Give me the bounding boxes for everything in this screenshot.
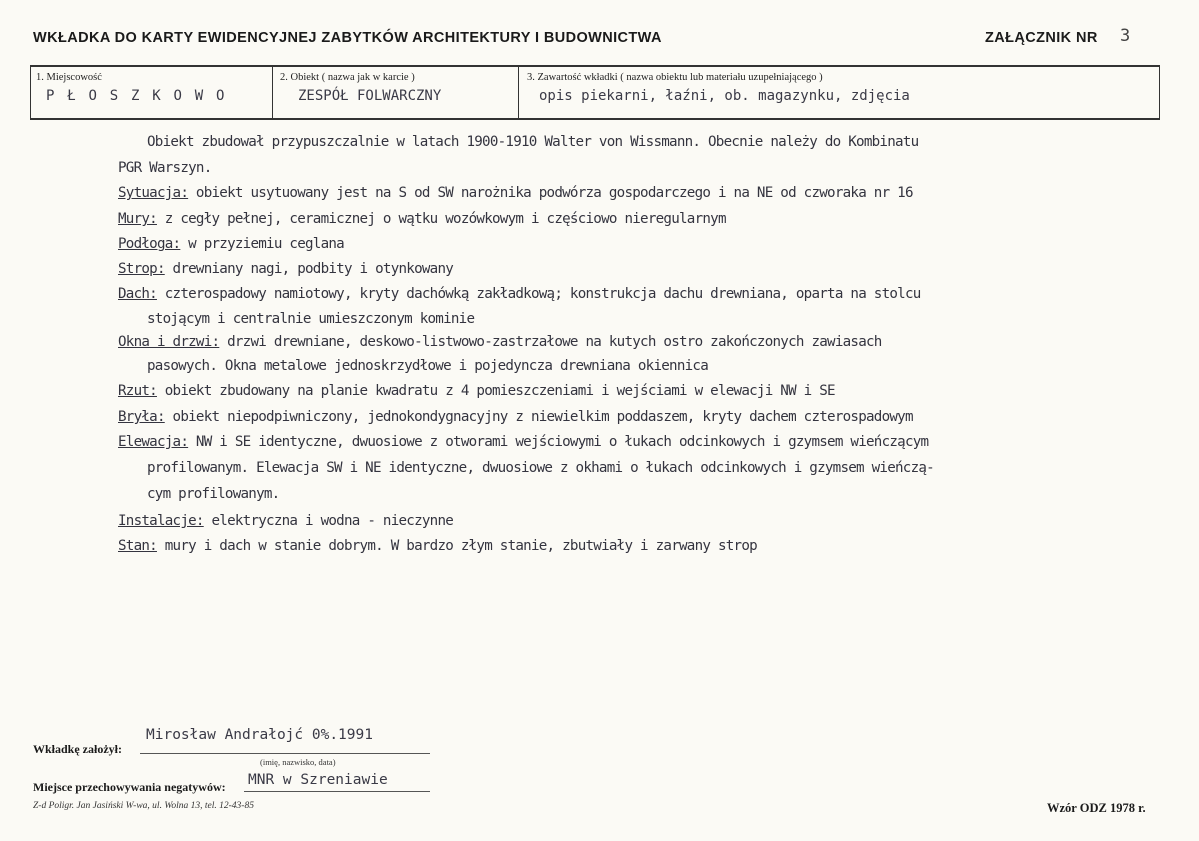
section-text: obiekt niepodpiwniczony, jednokondygnacyjny z niewielkim poddaszem, kryty dachem czterospadowym: [164, 409, 913, 425]
negatives-line: [244, 791, 430, 792]
section-roof-continued: stojącym i centralnie umieszczonym kominie: [147, 311, 475, 327]
section-heading: Stan:: [118, 538, 157, 554]
section-text: elektryczna i wodna - nieczynne: [203, 513, 454, 529]
card-title: WKŁADKA DO KARTY EWIDENCYJNEJ ZABYTKÓW ARCHITEKTURY I BUDOWNICTWA: [33, 30, 662, 46]
intro-line-2: PGR Warszyn.: [118, 160, 212, 176]
section-heading: Elewacja:: [118, 434, 189, 450]
printer-imprint: Z-d Poligr. Jan Jasiński W-wa, ul. Wolna 13, tel. 12-43-85: [33, 801, 254, 811]
header-bottom-rule: [30, 118, 1160, 120]
grid-left-border: [30, 65, 31, 120]
section-elevation-continued-2: cym profilowanym.: [147, 486, 280, 502]
locality-label: 1. Miejscowość: [36, 72, 102, 83]
object-value: ZESPÓŁ FOLWARCZNY: [298, 88, 442, 104]
section-text: drewniany nagi, podbity i otynkowany: [164, 261, 454, 277]
section-heading: Strop:: [118, 261, 165, 277]
header-top-rule: [30, 65, 1160, 67]
section-heading: Podłoga:: [118, 236, 181, 252]
created-by-line: [140, 753, 430, 754]
section-text: z cegły pełnej, ceramicznej o wątku wozówkowym i częściowo nieregularnym: [156, 211, 726, 227]
section-heading: Sytuacja:: [118, 185, 189, 201]
section-installations: [118, 513, 453, 529]
section-elevation: [118, 434, 928, 450]
grid-right-border: [1159, 65, 1160, 120]
section-situation: [118, 185, 913, 201]
section-text: w przyziemiu ceglana: [180, 236, 344, 252]
section-ceiling: [118, 261, 453, 277]
locality-value: P Ł O S Z K O W O: [46, 88, 227, 104]
form-model: Wzór ODZ 1978 r.: [1047, 801, 1146, 815]
section-floor: [118, 236, 344, 252]
section-windows-doors: [118, 334, 882, 350]
section-heading: Bryła:: [118, 409, 165, 425]
section-plan: [118, 383, 835, 399]
section-text: obiekt zbudowany na planie kwadratu z 4 pomieszczeniami i wejściami w elewacji NW i SE: [156, 383, 835, 399]
intro-line-1: Obiekt zbudował przypuszczalnie w latach 1900-1910 Walter von Wissmann. Obecnie należy do Kombinatu: [147, 134, 919, 150]
section-heading: Mury:: [118, 211, 157, 227]
section-text: mury i dach w stanie dobrym. W bardzo złym stanie, zbutwiały i zarwany strop: [156, 538, 757, 554]
negatives-value: MNR w Szreniawie: [248, 772, 388, 788]
section-heading: Rzut:: [118, 383, 157, 399]
section-text: drzwi drewniane, deskowo-listwowo-zastrzałowe na kutych ostro zakończonych zawiasach: [219, 334, 882, 350]
section-elevation-continued-1: profilowanym. Elewacja SW i NE identyczne, dwuosiowe z okhami o łukach odcinkowych i gzymsem wieńczą-: [147, 460, 934, 476]
grid-divider-1: [272, 65, 273, 120]
section-mass: [118, 409, 913, 425]
grid-divider-2: [518, 65, 519, 120]
section-heading: Dach:: [118, 286, 157, 302]
section-text: NW i SE identyczne, dwuosiowe z otworami wejściowymi o łukach odcinkowych i gzymsem wieńczącym: [188, 434, 929, 450]
section-text: obiekt usytuowany jest na S od SW narożnika podwórza gospodarczego i na NE od czworaka nr 16: [188, 185, 913, 201]
section-windows-doors-continued: pasowych. Okna metalowe jednoskrzydłowe i pojedyncza drewniana okiennica: [147, 358, 708, 374]
object-label: 2. Obiekt ( nazwa jak w karcie ): [280, 72, 415, 83]
section-walls: [118, 211, 726, 227]
section-heading: Okna i drzwi:: [118, 334, 220, 350]
section-text: czterospadowy namiotowy, kryty dachówką zakładkową; konstrukcja dachu drewniana, oparta na stolcu: [156, 286, 921, 302]
section-heading: Instalacje:: [118, 513, 204, 529]
attachment-number: 3: [1120, 26, 1131, 46]
negatives-label: Miejsce przechowywania negatywów:: [33, 780, 226, 794]
section-condition: [118, 538, 757, 554]
section-roof: [118, 286, 921, 302]
created-by-hint: (imię, nazwisko, data): [260, 757, 336, 767]
created-by-label: Wkładkę założył:: [33, 742, 122, 756]
attachment-label: ZAŁĄCZNIK NR: [985, 30, 1098, 46]
contents-value: opis piekarni, łaźni, ob. magazynku, zdjęcia: [539, 88, 910, 104]
contents-label: 3. Zawartość wkładki ( nazwa obiektu lub materiału uzupełniającego ): [527, 72, 823, 83]
created-by-value: Mirosław Andrałojć 0%.1991: [146, 727, 373, 743]
